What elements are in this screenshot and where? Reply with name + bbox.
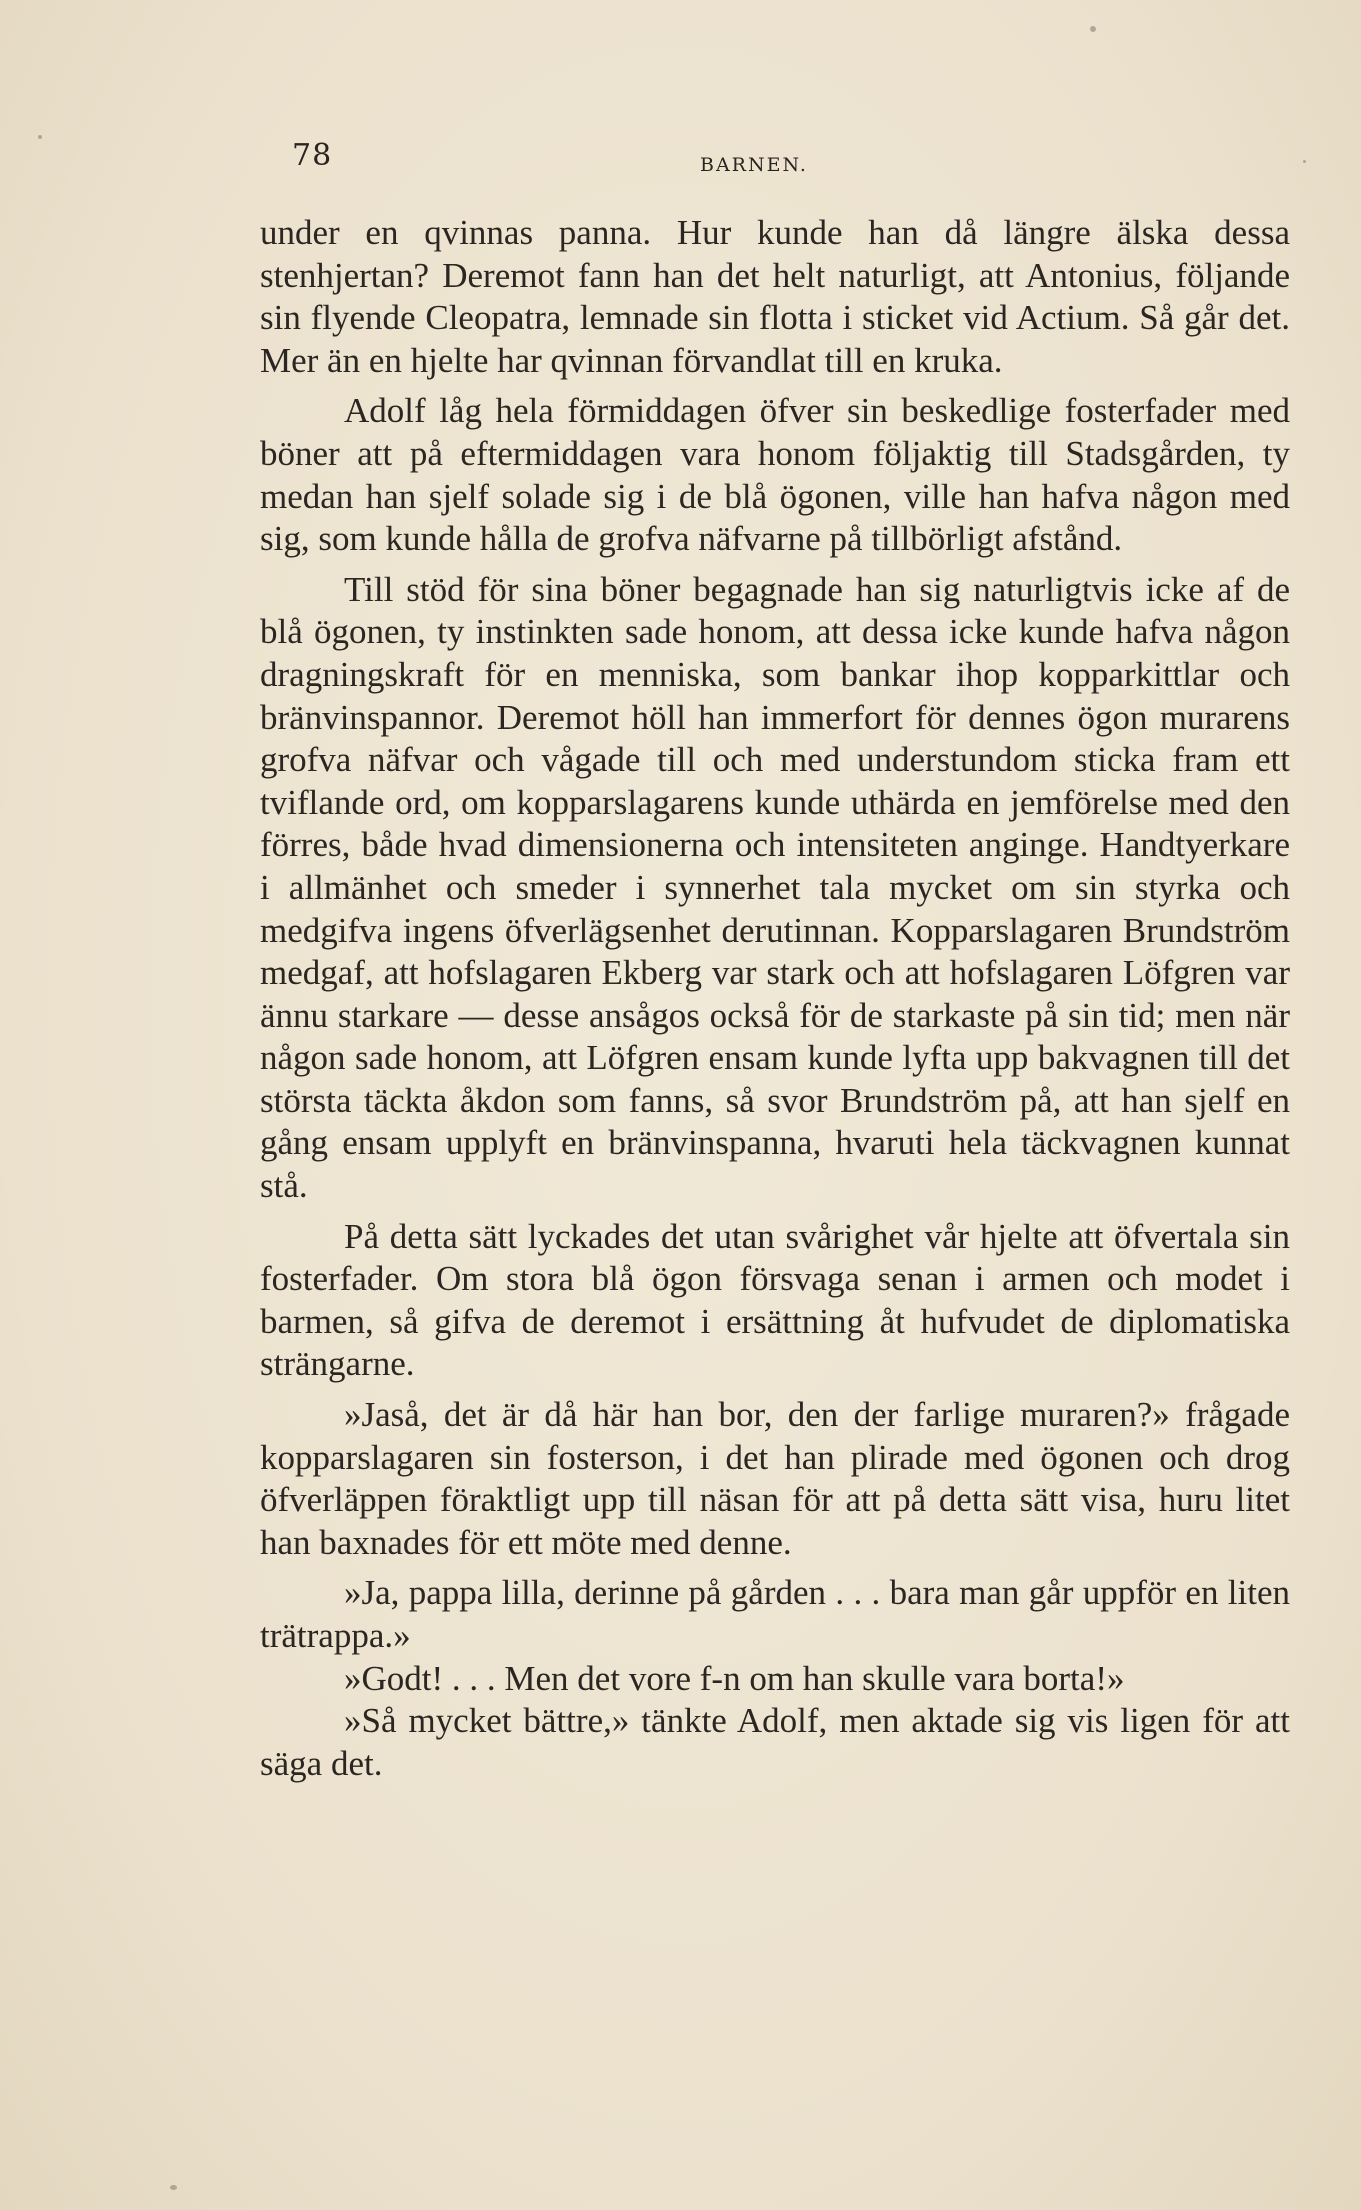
paragraph-7: »Godt! . . . Men det vore f-n om han skulle vara borta!» — [344, 1658, 1125, 1698]
paragraph-5: »Jaså, det är då här han bor, den der farlige muraren?» frågade kopparslagaren sin fosterson, i det han plirade med ögonen och drog öfverläppen föraktligt upp till näsan för att på detta sätt visa, huru litet han baxnades för ett möte med denne. — [260, 1395, 1290, 1562]
paper-speck — [170, 2185, 177, 2190]
paragraph-1: under en qvinnas panna. Hur kunde han då längre älska dessa stenhjertan? Deremot fann han det helt naturligt, att Antonius, följande sin flyende Cleopatra, lemnade sin flotta i sticket vid Actium. Så går det. Mer än en hjelte har qvinnan förvandlat till en kruka. — [260, 213, 1290, 380]
running-head — [260, 138, 1290, 188]
paragraph-2: Adolf låg hela förmiddagen öfver sin beskedlige fosterfader med böner att på eftermiddagen vara honom följaktig till Stadsgården, ty medan han sjelf solade sig i de blå ögonen, ville han hafva någon med sig, som kunde hålla de grofva näfvarne på tillbörligt afstånd. — [260, 391, 1290, 559]
paper-speck — [1090, 26, 1096, 32]
body-text — [260, 212, 1290, 1785]
paper-speck — [38, 135, 42, 139]
paragraph-6: »Ja, pappa lilla, derinne på gården . . . bara man går uppför en liten trätrappa.» — [260, 1573, 1290, 1655]
page-number: 78 — [292, 138, 333, 173]
paragraph-4: På detta sätt lyckades det utan svårighet vår hjelte att öfvertala sin fosterfader. Om stora blå ögon försvaga senan i armen och modet i barmen, så gifva de deremot i ersättning åt hufvudet de diplomatiska strängarne. — [260, 1216, 1290, 1384]
running-title: BARNEN. — [700, 154, 808, 176]
paper-speck — [1303, 160, 1306, 163]
paragraph-8: »Så mycket bättre,» tänkte Adolf, men aktade sig vis ligen för att säga det. — [260, 1701, 1290, 1783]
paragraph-3: Till stöd för sina böner begagnade han sig naturligtvis icke af de blå ögonen, ty instinkten sade honom, att dessa icke kunde hafva någon dragningskraft för en menniska, som bankar ihop kopparkittlar och bränvinspannor. Deremot höll han immerfort för dennes ögon murarens grofva näfvar och vågade till och med understundom sticka fram ett tviflande ord, om kopparslagarens kunde uthärda en jemförelse med den förres, både hvad dimensionerna och intensiteten anginge. Handtyerkare i allmänhet och smeder i synnerhet tala mycket om sin styrka och medgifva ingens öfverlägsenhet derutinnan. Kopparslagaren Brundström medgaf, att hofslagaren Ekberg var stark och att hofslagaren Löfgren var ännu starkare — desse ansågos också för de starkaste på sin tid; men när någon sade honom, att Löfgren ensam kunde lyfta upp bakvagnen till det största täckta åkdon som fanns, så svor Brundström på, att han sjelf en gång ensam upplyft en bränvinspanna, hvaruti hela täckvagnen kunnat stå. — [260, 569, 1290, 1206]
